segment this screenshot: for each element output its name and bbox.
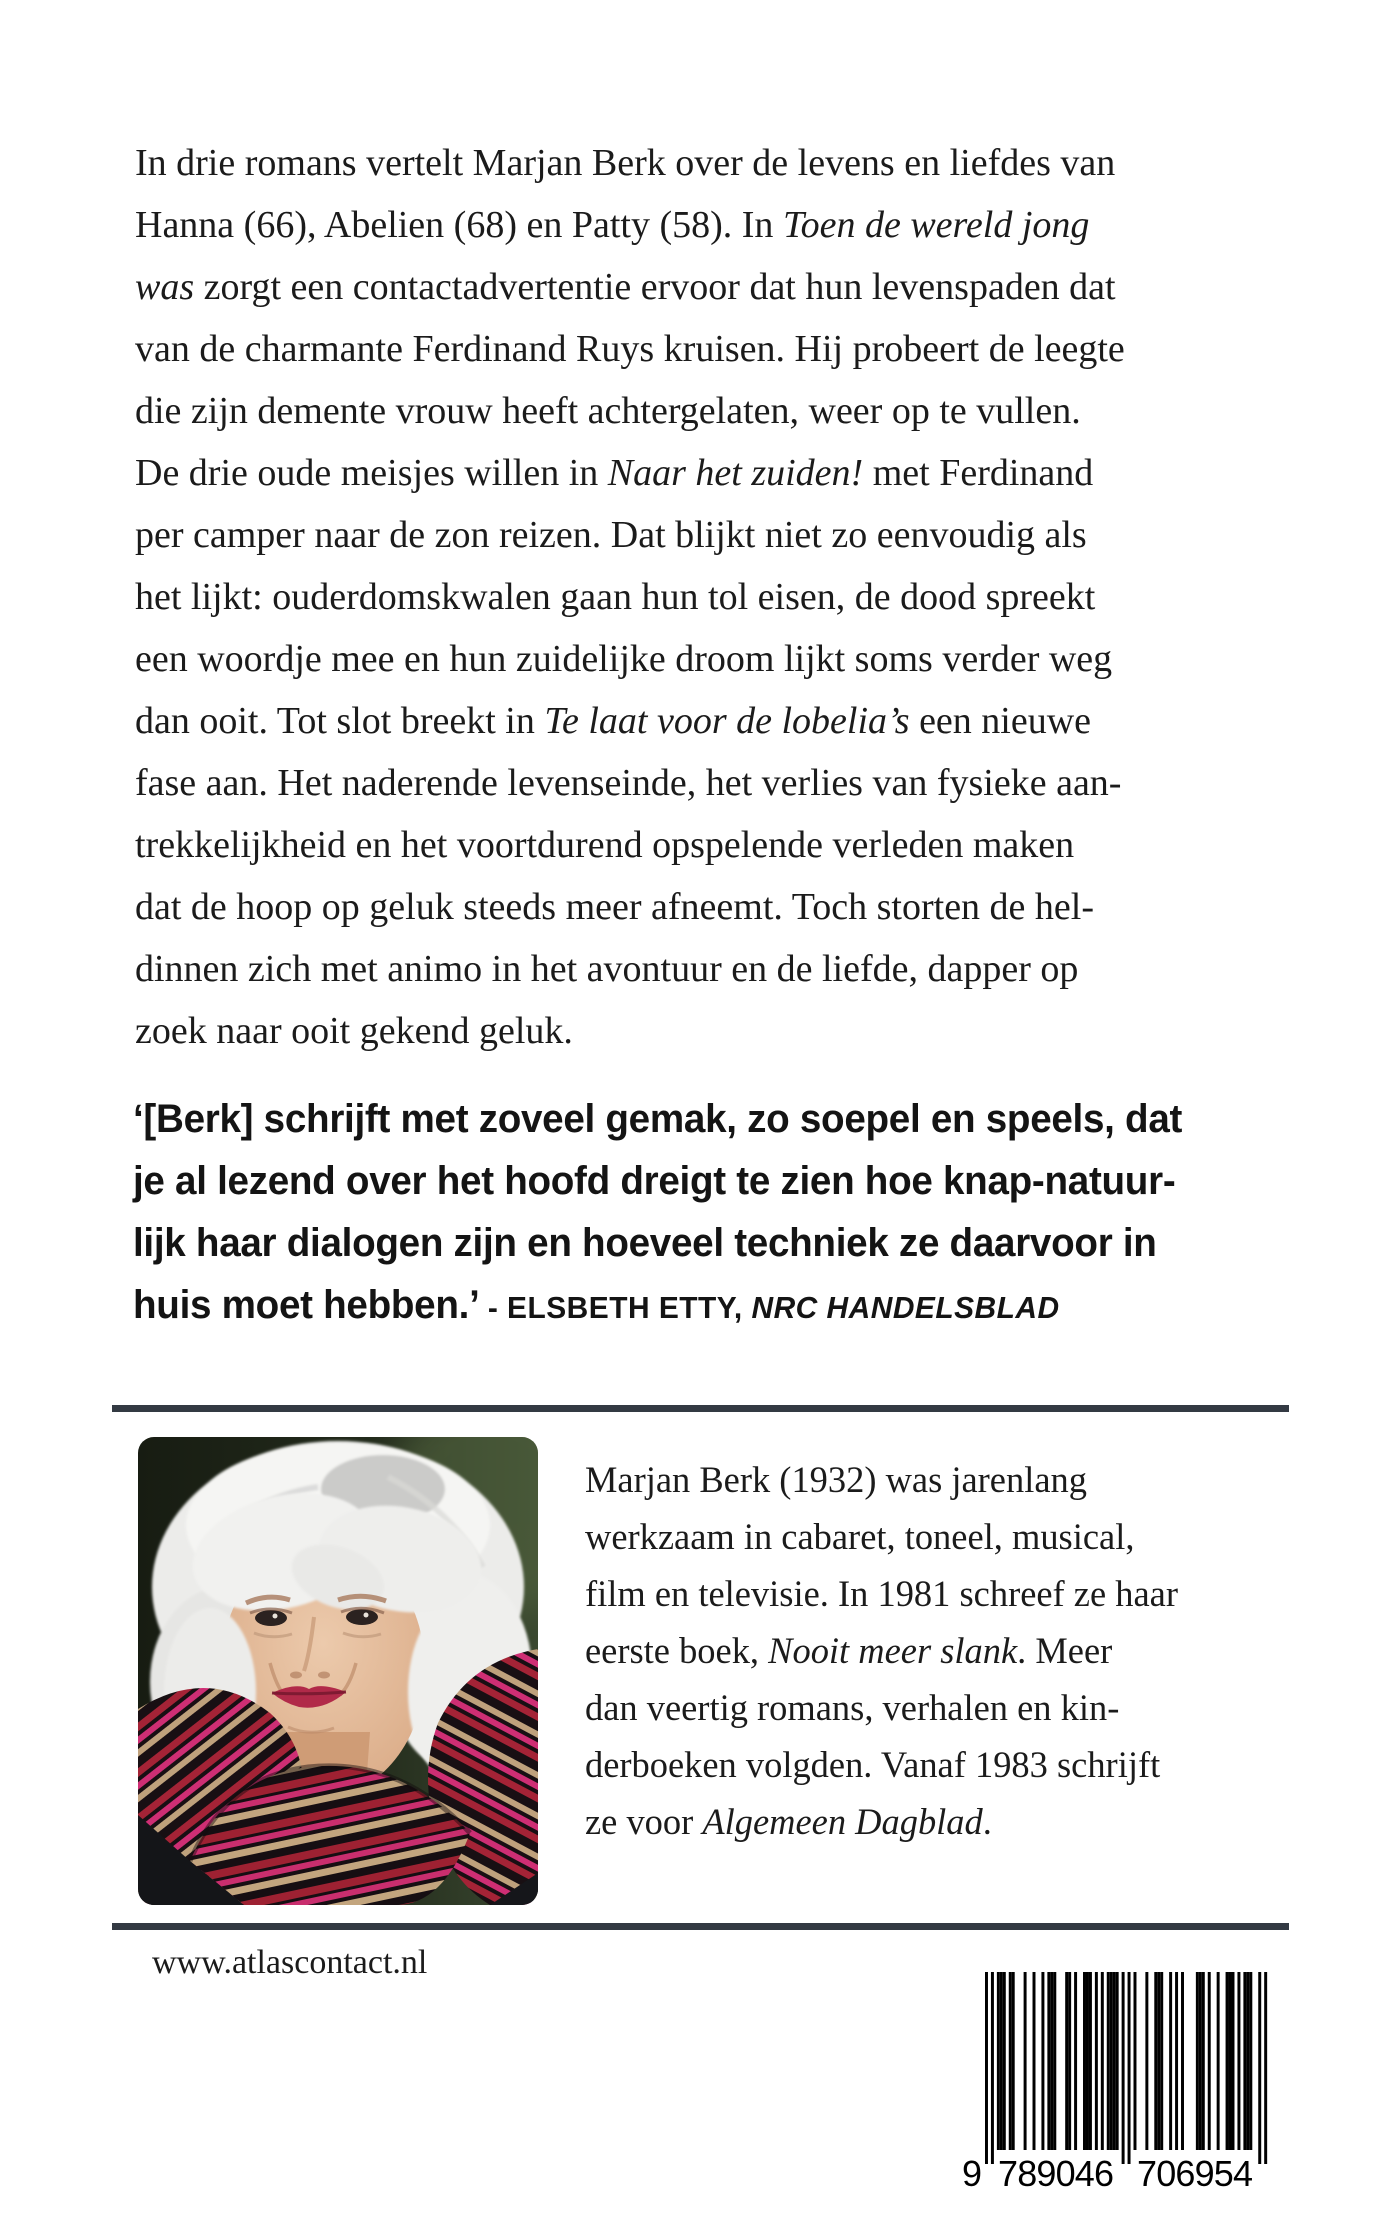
barcode-bar [1083, 1972, 1086, 2150]
text-run: dinnen zich met animo in het avontuur en de liefde, dapper op [135, 948, 1079, 990]
text-run: . [982, 1802, 992, 1843]
barcode-bar [1122, 1972, 1125, 2164]
text-line [135, 628, 1305, 690]
text-line [133, 1274, 1277, 1339]
barcode-bar [1033, 1972, 1036, 2150]
text-run: een nieuwe [909, 700, 1092, 742]
text-line [135, 1000, 1305, 1062]
barcode-bar [1243, 1972, 1246, 2150]
text-run: eerste boek, [585, 1631, 769, 1672]
barcode-digits: 9 [961, 2153, 982, 2193]
barcode-bar [1229, 1972, 1232, 2150]
text-line [135, 504, 1305, 566]
text-line [133, 1088, 1277, 1150]
barcode-bar [1157, 1972, 1160, 2150]
text-line [585, 1794, 1304, 1851]
barcode-bar [1145, 1972, 1148, 2150]
text-run: dan ooit. Tot slot breekt in [135, 700, 545, 742]
text-run: het lijkt: ouderdomskwalen gaan hun tol eisen, de dood spreekt [135, 576, 1096, 618]
text-run: . Meer [1017, 1631, 1113, 1672]
synopsis-text [135, 132, 1305, 1062]
text-run: Toen de wereld jong [782, 204, 1090, 246]
text-line [585, 1680, 1304, 1737]
text-run: werkzaam in cabaret, toneel, musical, [585, 1517, 1135, 1558]
text-line [135, 442, 1305, 504]
publisher-website: www.atlascontact.nl [152, 1944, 428, 1981]
barcode-bar [1202, 1972, 1205, 2150]
barcode-bar [1012, 1972, 1015, 2150]
text-line [133, 1150, 1277, 1212]
barcode-bar [1196, 1972, 1199, 2150]
barcode-bar [1116, 1972, 1119, 2150]
barcode-bar [1217, 1972, 1220, 2150]
divider-rule-top [112, 1405, 1289, 1412]
text-run: ‘[Berk] schrijft met zoveel gemak, zo soepel en speels, dat [133, 1097, 1183, 1141]
text-line [135, 938, 1305, 1000]
barcode-bar [997, 1972, 1000, 2150]
author-photo [138, 1437, 538, 1905]
text-line [135, 876, 1305, 938]
text-run: Hanna (66), Abelien (68) en Patty (58). In [135, 204, 783, 246]
text-run: derboeken volgden. Vanaf 1983 schrijft [585, 1745, 1161, 1786]
divider-rule-bottom [112, 1923, 1289, 1930]
barcode-bar [1160, 1972, 1163, 2150]
author-bio [585, 1452, 1315, 1851]
text-run: je al lezend over het hoofd dreigt te zien hoe knap-natuur- [133, 1159, 1176, 1203]
text-line [135, 132, 1305, 194]
barcode-bar [1249, 1972, 1252, 2150]
barcode-bar [1089, 1972, 1092, 2150]
barcode-digits: 789046 [998, 2153, 1114, 2193]
text-line [585, 1509, 1304, 1566]
author-photo-illustration [138, 1437, 538, 1905]
barcode-bar [1065, 1972, 1068, 2150]
text-line [135, 256, 1305, 318]
barcode-bar [1047, 1972, 1050, 2150]
text-run: zoek naar ooit gekend geluk. [135, 1010, 573, 1052]
barcode-bar [991, 1972, 994, 2164]
barcode-bar [1041, 1972, 1044, 2150]
text-run: was [135, 266, 195, 308]
text-line [135, 194, 1305, 256]
barcode-bar [1232, 1972, 1235, 2150]
text-run: Algemeen Dagblad [702, 1802, 983, 1843]
review-quote [133, 1088, 1318, 1339]
barcode-bar [1107, 1972, 1110, 2150]
text-run: dan veertig romans, verhalen en kin- [585, 1688, 1120, 1729]
barcode-bar [1113, 1972, 1116, 2150]
text-run: huis moet hebben.’ [133, 1283, 488, 1327]
text-run: In drie romans vertelt Marjan Berk over de levens en liefdes van [135, 142, 1116, 184]
text-run: film en televisie. In 1981 schreef ze haar [585, 1574, 1178, 1615]
text-run: die zijn demente vrouw heeft achtergelaten, weer op te vullen. [135, 390, 1081, 432]
barcode-bar [1258, 1972, 1261, 2164]
text-run: zorgt een contactadvertentie ervoor dat hun levenspaden dat [194, 266, 1116, 308]
barcode-bar [1128, 1972, 1131, 2164]
isbn-barcode [948, 1968, 1280, 2193]
barcode-bar [1074, 1972, 1077, 2150]
quote-attribution: NRC HANDELSBLAD [751, 1290, 1060, 1325]
text-line [135, 380, 1305, 442]
text-run: Naar het zuiden! [607, 452, 864, 494]
barcode-bar [1086, 1972, 1089, 2150]
barcode-bar [1101, 1972, 1104, 2150]
barcode-bar [1208, 1972, 1211, 2150]
barcode-bar [1134, 1972, 1137, 2150]
barcode-bar [985, 1972, 988, 2164]
text-run: een woordje mee en hun zuidelijke droom lijkt soms verder weg [135, 638, 1113, 680]
text-run: Te laat voor de lobelia’s [544, 700, 910, 742]
barcode-bar [1050, 1972, 1053, 2150]
barcode-bar [1095, 1972, 1098, 2150]
barcode-bar [1009, 1972, 1012, 2150]
text-line [135, 690, 1305, 752]
text-line [135, 566, 1305, 628]
text-run: lijk haar dialogen zijn en hoeveel techniek ze daarvoor in [133, 1221, 1157, 1265]
text-line [135, 752, 1305, 814]
text-line [133, 1212, 1277, 1274]
barcode-bar [1003, 1972, 1006, 2150]
barcode-bar [1175, 1972, 1178, 2150]
text-line [585, 1566, 1304, 1623]
quote-attribution: - ELSBETH ETTY, [487, 1290, 752, 1325]
barcode-bar [1110, 1972, 1113, 2150]
text-line [135, 318, 1305, 380]
text-run: van de charmante Ferdinand Ruys kruisen. Hij probeert de leegte [135, 328, 1125, 370]
barcode-bar [1053, 1972, 1056, 2150]
text-line [135, 814, 1305, 876]
text-run: per camper naar de zon reizen. Dat blijkt niet zo eenvoudig als [135, 514, 1087, 556]
barcode-bar [1226, 1972, 1229, 2150]
barcode-bar [1024, 1972, 1027, 2150]
barcode-bar [1154, 1972, 1157, 2150]
text-line [585, 1452, 1304, 1509]
barcode-bar [1000, 1972, 1003, 2150]
barcode-bar [1199, 1972, 1202, 2150]
text-line [585, 1737, 1304, 1794]
text-run: trekkelijkheid en het voortdurend opspelende verleden maken [135, 824, 1075, 866]
barcode-bar [1246, 1972, 1249, 2150]
barcode-bar [1237, 1972, 1240, 2150]
barcode-bar [1169, 1972, 1172, 2150]
barcode-bar [1068, 1972, 1071, 2150]
text-run: Nooit meer slank [768, 1631, 1018, 1672]
text-run: ze voor [585, 1802, 703, 1843]
barcode-digits: 706954 [1137, 2153, 1253, 2193]
barcode-bar [1264, 1972, 1267, 2164]
text-run: De drie oude meisjes willen in [135, 452, 608, 494]
text-run: fase aan. Het naderende levenseinde, het verlies van fysieke aan- [135, 762, 1122, 804]
text-line [585, 1623, 1304, 1680]
text-run: Marjan Berk (1932) was jarenlang [585, 1460, 1087, 1501]
barcode-bar [1181, 1972, 1184, 2150]
text-run: met Ferdinand [863, 452, 1094, 494]
text-run: dat de hoop op geluk steeds meer afneemt. Toch storten de hel- [135, 886, 1094, 928]
